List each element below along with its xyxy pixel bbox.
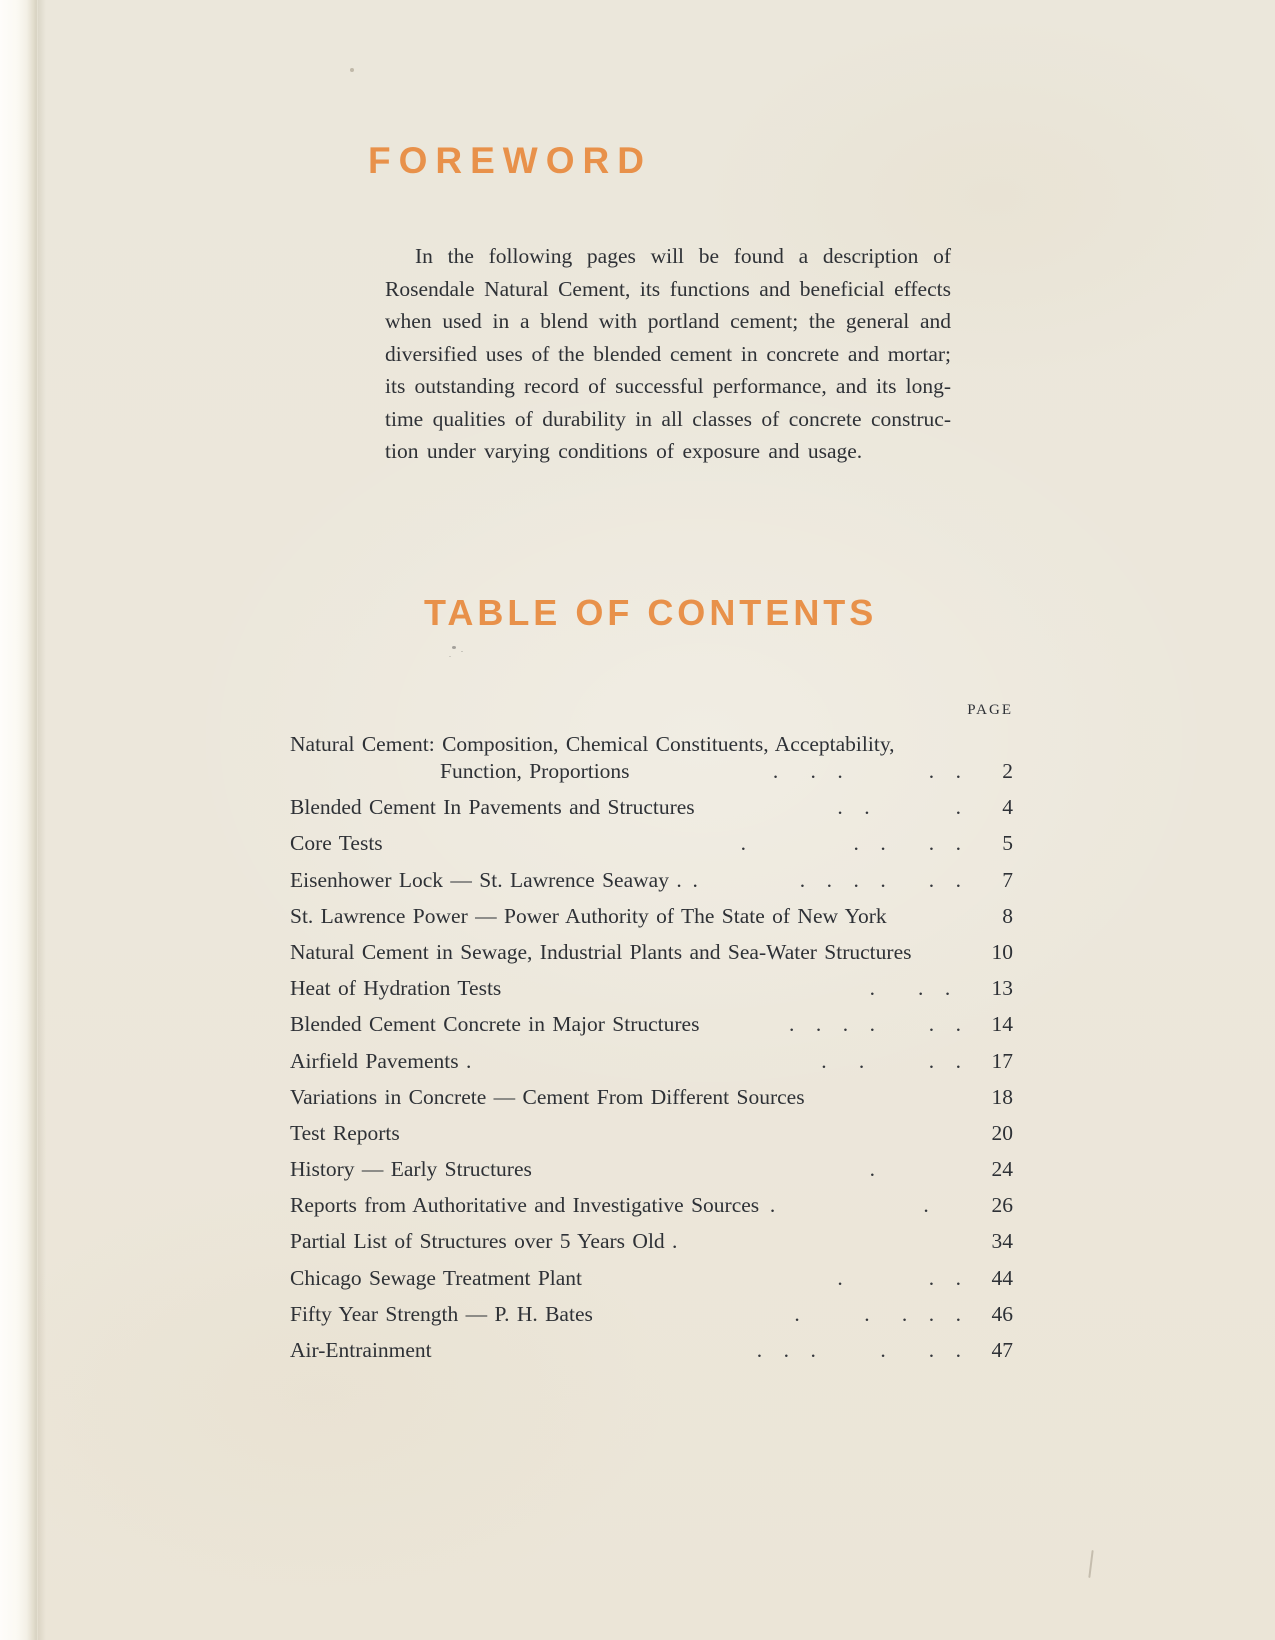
toc-leader-dots: . . . . . . xyxy=(789,1012,961,1037)
foreword-paragraph xyxy=(385,240,951,468)
scan-scratch-mark xyxy=(1088,1550,1093,1578)
toc-leader-dots: . xyxy=(923,1193,961,1218)
toc-leader-dots: . . . . xyxy=(821,1048,961,1073)
toc-page-number: 14 xyxy=(991,1012,1013,1037)
paragraph-line: its outstanding record of successful performance, and its long- xyxy=(385,374,951,398)
toc-page-number: 10 xyxy=(991,939,1013,964)
toc-page-number: 4 xyxy=(1002,795,1013,820)
toc-entry-title: Natural Cement in Sewage, Industrial Plants and Sea-Water Structures xyxy=(290,939,912,964)
toc-entry-title: Blended Cement Concrete in Major Structures xyxy=(290,1012,700,1037)
toc-entry-title: Eisenhower Lock — St. Lawrence Seaway . . xyxy=(290,867,698,892)
toc-entry-title: Fifty Year Strength — P. H. Bates xyxy=(290,1301,593,1326)
toc-entry-title: Air-Entrainment xyxy=(290,1338,432,1362)
toc-heading: TABLE OF CONTENTS xyxy=(424,592,878,633)
toc-row xyxy=(290,759,1013,795)
toc-row xyxy=(290,868,1013,904)
page-column-label: PAGE xyxy=(967,702,1013,718)
toc-page-number: 18 xyxy=(991,1084,1013,1109)
toc-entry-title: Reports from Authoritative and Investigative Sources . xyxy=(290,1193,776,1218)
toc-row xyxy=(290,904,1013,940)
paragraph-line: diversified uses of the blended cement in concrete and mortar; xyxy=(385,341,951,366)
toc-leader-dots: . . . xyxy=(837,1265,961,1290)
toc-row xyxy=(290,1302,1013,1338)
toc-entry-title: Core Tests xyxy=(290,831,383,856)
toc-row xyxy=(290,1049,1013,1085)
toc-leader-dots: . . . . . xyxy=(772,759,961,783)
toc-page-number: 8 xyxy=(1002,903,1013,928)
toc-row xyxy=(290,1193,1013,1229)
toc-page-number: 5 xyxy=(1002,831,1013,856)
toc-row xyxy=(290,1121,1013,1157)
toc-row xyxy=(290,976,1013,1012)
toc-page-number: 46 xyxy=(991,1301,1013,1326)
scan-speck xyxy=(452,646,456,649)
toc-leader-dots: . . . . . xyxy=(740,831,961,856)
toc-page-number: 47 xyxy=(991,1338,1013,1362)
toc-row xyxy=(290,1085,1013,1121)
paragraph-line: time qualities of durability in all classes of concrete construc- xyxy=(385,406,951,431)
toc-entry-title: Natural Cement: Composition, Chemical Constituents, Acceptability, xyxy=(290,732,895,756)
toc-row xyxy=(290,795,1013,831)
toc-page-number: 44 xyxy=(991,1265,1013,1290)
toc-leader-dots: . . . xyxy=(869,976,961,1001)
toc-row xyxy=(290,831,1013,867)
toc-entry-title: Heat of Hydration Tests xyxy=(290,976,502,1001)
toc-entry-title: Chicago Sewage Treatment Plant xyxy=(290,1265,583,1290)
toc-leader-dots: . . . . . . xyxy=(799,867,961,892)
foreword-heading: FOREWORD xyxy=(368,140,652,181)
toc-page-number: 26 xyxy=(991,1193,1013,1218)
toc-leader-dots: . . . . . . xyxy=(756,1338,961,1362)
scan-speck xyxy=(350,68,354,72)
toc-leader-dots: . . . . . xyxy=(794,1301,961,1326)
page-gutter-edge xyxy=(0,0,38,1640)
toc-entry-subtitle: Function, Proportions xyxy=(440,759,630,783)
toc-entry-title: Airfield Pavements . xyxy=(290,1048,472,1073)
toc-page-number: 7 xyxy=(1002,867,1013,892)
toc-leader-dots: . xyxy=(869,1157,961,1182)
paragraph-line: In the following pages will be found a description of xyxy=(415,244,951,268)
toc-row xyxy=(290,1338,1013,1374)
toc-list xyxy=(290,729,1013,1374)
toc-row xyxy=(290,940,1013,976)
toc-leader-dots: . . . xyxy=(837,795,961,820)
toc-page-number: 24 xyxy=(991,1157,1013,1182)
toc-entry-title: St. Lawrence Power — Power Authority of The State of New York xyxy=(290,903,887,928)
toc-page-number: 20 xyxy=(991,1120,1013,1145)
toc-row xyxy=(290,1012,1013,1048)
toc-entry-title: Test Reports xyxy=(290,1120,400,1145)
toc-entry-title: Blended Cement In Pavements and Structures xyxy=(290,795,695,820)
toc-page-number: 34 xyxy=(991,1229,1013,1254)
paragraph-line: tion under varying conditions of exposure and usage. xyxy=(385,439,863,463)
toc-row xyxy=(290,1157,1013,1193)
toc-entry-title: Partial List of Structures over 5 Years Old . xyxy=(290,1229,678,1254)
toc-page-number: 2 xyxy=(1002,759,1013,783)
toc-row xyxy=(290,1266,1013,1302)
paragraph-line: when used in a blend with portland cement; the general and xyxy=(385,309,951,333)
toc-row xyxy=(290,1229,1013,1265)
toc-entry-title: History — Early Structures xyxy=(290,1157,532,1182)
toc-entry-title: Variations in Concrete — Cement From Different Sources xyxy=(290,1084,805,1109)
toc-page-number: 17 xyxy=(991,1048,1013,1073)
toc-page-number: 13 xyxy=(991,976,1013,1001)
paragraph-line: Rosendale Natural Cement, its functions and beneficial effects xyxy=(385,276,951,301)
